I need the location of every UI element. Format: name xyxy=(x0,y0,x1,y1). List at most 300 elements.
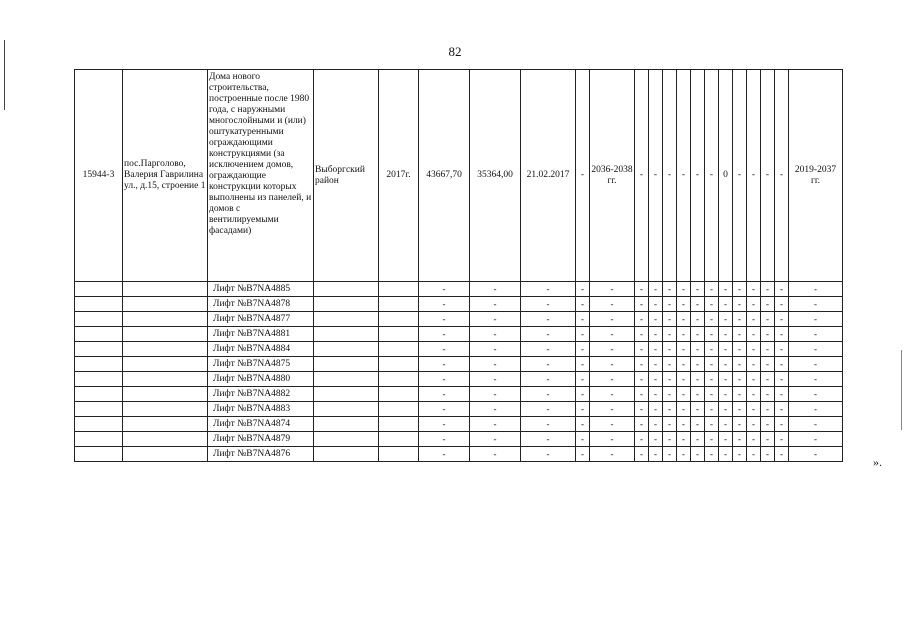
lift-dash-cell: - xyxy=(663,312,677,327)
lift-dash-cell: - xyxy=(576,357,590,372)
lift-dash-cell: - xyxy=(705,432,719,447)
lift-empty-cell xyxy=(123,417,208,432)
lift-dash-cell: - xyxy=(419,297,470,312)
lift-empty-cell xyxy=(75,297,123,312)
lift-dash-cell: - xyxy=(576,417,590,432)
lift-empty-cell xyxy=(123,402,208,417)
lift-empty-cell xyxy=(379,327,419,342)
lift-dash-cell: - xyxy=(775,417,789,432)
lift-dash-cell: - xyxy=(521,372,576,387)
lift-dash-cell: - xyxy=(419,327,470,342)
lift-row xyxy=(75,387,843,402)
lift-empty-cell xyxy=(123,357,208,372)
lift-dash-cell: - xyxy=(470,372,521,387)
lift-dash-cell: - xyxy=(590,327,635,342)
lift-dash-cell: - xyxy=(719,387,733,402)
lift-empty-cell xyxy=(75,417,123,432)
lift-dash-cell: - xyxy=(691,432,705,447)
lift-dash-cell: - xyxy=(719,417,733,432)
lift-row xyxy=(75,312,843,327)
scan-edge-mark-left xyxy=(4,40,5,110)
lift-dash-cell: - xyxy=(691,342,705,357)
lift-empty-cell xyxy=(314,357,379,372)
lift-row xyxy=(75,297,843,312)
lift-row xyxy=(75,342,843,357)
lift-dash-cell: - xyxy=(705,312,719,327)
lift-empty-cell xyxy=(379,282,419,297)
lift-dash-cell: - xyxy=(521,402,576,417)
lift-dash-cell: - xyxy=(789,312,843,327)
lift-dash-cell: - xyxy=(649,432,663,447)
lift-dash-cell: - xyxy=(649,387,663,402)
record-flag: - xyxy=(775,70,789,282)
lift-empty-cell xyxy=(75,357,123,372)
lift-dash-cell: - xyxy=(761,372,775,387)
lift-dash-cell: - xyxy=(649,402,663,417)
lift-dash-cell: - xyxy=(649,312,663,327)
lift-dash-cell: - xyxy=(419,342,470,357)
lift-dash-cell: - xyxy=(747,327,761,342)
record-year: 2017г. xyxy=(379,70,419,282)
lift-empty-cell xyxy=(314,417,379,432)
lift-dash-cell: - xyxy=(761,327,775,342)
lift-empty-cell xyxy=(75,327,123,342)
lift-dash-cell: - xyxy=(663,432,677,447)
lift-dash-cell: - xyxy=(691,357,705,372)
lift-dash-cell: - xyxy=(747,402,761,417)
lift-dash-cell: - xyxy=(677,417,691,432)
lift-dash-cell: - xyxy=(733,327,747,342)
lift-dash-cell: - xyxy=(747,312,761,327)
lift-dash-cell: - xyxy=(470,312,521,327)
lift-dash-cell: - xyxy=(761,312,775,327)
lift-row xyxy=(75,447,843,462)
lift-dash-cell: - xyxy=(733,282,747,297)
lift-name: Лифт №B7NA4877 xyxy=(208,312,314,327)
lift-empty-cell xyxy=(379,342,419,357)
lift-dash-cell: - xyxy=(576,387,590,402)
lift-name: Лифт №B7NA4881 xyxy=(208,327,314,342)
lift-row xyxy=(75,417,843,432)
lift-name: Лифт №B7NA4882 xyxy=(208,387,314,402)
lift-name: Лифт №B7NA4876 xyxy=(208,447,314,462)
lift-dash-cell: - xyxy=(419,282,470,297)
lift-dash-cell: - xyxy=(747,417,761,432)
lift-name: Лифт №B7NA4884 xyxy=(208,342,314,357)
record-flag: - xyxy=(663,70,677,282)
lift-dash-cell: - xyxy=(719,312,733,327)
lift-dash-cell: - xyxy=(691,282,705,297)
lift-empty-cell xyxy=(379,312,419,327)
lift-dash-cell: - xyxy=(576,327,590,342)
lift-dash-cell: - xyxy=(635,447,649,462)
lift-dash-cell: - xyxy=(635,342,649,357)
lift-dash-cell: - xyxy=(733,372,747,387)
lift-dash-cell: - xyxy=(677,372,691,387)
lift-dash-cell: - xyxy=(677,327,691,342)
lift-empty-cell xyxy=(123,387,208,402)
lift-dash-cell: - xyxy=(705,417,719,432)
record-flag: - xyxy=(761,70,775,282)
lift-empty-cell xyxy=(75,447,123,462)
lift-dash-cell: - xyxy=(649,297,663,312)
lift-empty-cell xyxy=(314,447,379,462)
lift-dash-cell: - xyxy=(649,417,663,432)
lift-empty-cell xyxy=(314,327,379,342)
lift-empty-cell xyxy=(123,282,208,297)
lift-dash-cell: - xyxy=(663,357,677,372)
lift-dash-cell: - xyxy=(677,447,691,462)
lift-dash-cell: - xyxy=(677,312,691,327)
lift-dash-cell: - xyxy=(775,432,789,447)
lift-dash-cell: - xyxy=(649,342,663,357)
scan-edge-mark-right xyxy=(901,350,902,430)
lift-dash-cell: - xyxy=(635,372,649,387)
lift-dash-cell: - xyxy=(775,282,789,297)
record-period-b: 2019-2037 гг. xyxy=(789,70,843,282)
record-flag: - xyxy=(691,70,705,282)
lift-dash-cell: - xyxy=(761,432,775,447)
lift-dash-cell: - xyxy=(789,387,843,402)
lift-dash-cell: - xyxy=(761,282,775,297)
lift-dash-cell: - xyxy=(635,432,649,447)
lift-dash-cell: - xyxy=(635,312,649,327)
lift-dash-cell: - xyxy=(705,372,719,387)
lift-dash-cell: - xyxy=(747,447,761,462)
lift-dash-cell: - xyxy=(470,297,521,312)
lift-row xyxy=(75,432,843,447)
closing-quote: ». xyxy=(873,455,882,469)
lift-name: Лифт №B7NA4874 xyxy=(208,417,314,432)
lift-dash-cell: - xyxy=(719,402,733,417)
lift-dash-cell: - xyxy=(590,357,635,372)
lift-dash-cell: - xyxy=(635,387,649,402)
lift-dash-cell: - xyxy=(663,387,677,402)
record-id: 15944-3 xyxy=(75,70,123,282)
lift-row xyxy=(75,372,843,387)
record-flag: 0 xyxy=(719,70,733,282)
lift-row xyxy=(75,327,843,342)
lift-dash-cell: - xyxy=(761,297,775,312)
lift-dash-cell: - xyxy=(590,402,635,417)
lift-dash-cell: - xyxy=(761,417,775,432)
lift-empty-cell xyxy=(314,432,379,447)
lift-empty-cell xyxy=(379,372,419,387)
lift-dash-cell: - xyxy=(419,402,470,417)
record-dash: - xyxy=(576,70,590,282)
lift-dash-cell: - xyxy=(719,372,733,387)
lift-dash-cell: - xyxy=(649,327,663,342)
lift-dash-cell: - xyxy=(663,342,677,357)
lift-empty-cell xyxy=(314,372,379,387)
lift-dash-cell: - xyxy=(635,402,649,417)
lift-dash-cell: - xyxy=(719,327,733,342)
lift-dash-cell: - xyxy=(789,297,843,312)
lift-dash-cell: - xyxy=(705,282,719,297)
lift-dash-cell: - xyxy=(705,297,719,312)
lift-dash-cell: - xyxy=(719,297,733,312)
lift-dash-cell: - xyxy=(521,387,576,402)
record-flag: - xyxy=(649,70,663,282)
lift-dash-cell: - xyxy=(733,297,747,312)
lift-dash-cell: - xyxy=(677,402,691,417)
lift-empty-cell xyxy=(314,387,379,402)
lift-dash-cell: - xyxy=(663,447,677,462)
lift-dash-cell: - xyxy=(691,387,705,402)
lift-dash-cell: - xyxy=(705,387,719,402)
lift-dash-cell: - xyxy=(733,447,747,462)
lift-dash-cell: - xyxy=(663,297,677,312)
lift-dash-cell: - xyxy=(635,327,649,342)
register-table-body xyxy=(75,70,843,462)
lift-dash-cell: - xyxy=(521,297,576,312)
lift-dash-cell: - xyxy=(733,312,747,327)
lift-dash-cell: - xyxy=(590,447,635,462)
register-table xyxy=(74,69,843,462)
lift-empty-cell xyxy=(75,282,123,297)
lift-empty-cell xyxy=(123,327,208,342)
lift-dash-cell: - xyxy=(789,357,843,372)
lift-dash-cell: - xyxy=(663,372,677,387)
lift-empty-cell xyxy=(379,297,419,312)
lift-dash-cell: - xyxy=(470,282,521,297)
lift-dash-cell: - xyxy=(521,447,576,462)
lift-row xyxy=(75,402,843,417)
lift-dash-cell: - xyxy=(677,297,691,312)
lift-dash-cell: - xyxy=(677,387,691,402)
lift-name: Лифт №B7NA4878 xyxy=(208,297,314,312)
lift-dash-cell: - xyxy=(733,342,747,357)
lift-dash-cell: - xyxy=(576,372,590,387)
lift-dash-cell: - xyxy=(775,372,789,387)
lift-dash-cell: - xyxy=(747,342,761,357)
lift-empty-cell xyxy=(379,402,419,417)
lift-dash-cell: - xyxy=(789,327,843,342)
lift-dash-cell: - xyxy=(521,282,576,297)
lift-dash-cell: - xyxy=(419,387,470,402)
record-row xyxy=(75,70,843,282)
lift-empty-cell xyxy=(123,312,208,327)
record-flag: - xyxy=(733,70,747,282)
lift-dash-cell: - xyxy=(789,342,843,357)
lift-dash-cell: - xyxy=(635,417,649,432)
lift-dash-cell: - xyxy=(719,282,733,297)
lift-dash-cell: - xyxy=(590,342,635,357)
lift-dash-cell: - xyxy=(419,417,470,432)
lift-dash-cell: - xyxy=(470,447,521,462)
lift-dash-cell: - xyxy=(775,342,789,357)
lift-dash-cell: - xyxy=(747,297,761,312)
lift-dash-cell: - xyxy=(677,357,691,372)
lift-dash-cell: - xyxy=(719,357,733,372)
lift-dash-cell: - xyxy=(719,342,733,357)
lift-dash-cell: - xyxy=(419,372,470,387)
lift-dash-cell: - xyxy=(705,447,719,462)
lift-empty-cell xyxy=(75,387,123,402)
lift-dash-cell: - xyxy=(719,447,733,462)
lift-dash-cell: - xyxy=(576,402,590,417)
lift-dash-cell: - xyxy=(590,432,635,447)
lift-dash-cell: - xyxy=(705,342,719,357)
lift-dash-cell: - xyxy=(521,342,576,357)
lift-dash-cell: - xyxy=(719,432,733,447)
lift-dash-cell: - xyxy=(470,417,521,432)
lift-dash-cell: - xyxy=(761,387,775,402)
record-flag: - xyxy=(747,70,761,282)
lift-dash-cell: - xyxy=(747,357,761,372)
lift-dash-cell: - xyxy=(789,432,843,447)
lift-dash-cell: - xyxy=(576,447,590,462)
record-flag: - xyxy=(705,70,719,282)
lift-dash-cell: - xyxy=(590,387,635,402)
lift-dash-cell: - xyxy=(576,432,590,447)
record-date: 21.02.2017 xyxy=(521,70,576,282)
lift-dash-cell: - xyxy=(521,357,576,372)
record-address: пос.Парголово, Валерия Гаврилина ул., д.15, строение 1 xyxy=(123,70,208,282)
lift-dash-cell: - xyxy=(576,342,590,357)
lift-dash-cell: - xyxy=(775,357,789,372)
lift-dash-cell: - xyxy=(649,357,663,372)
lift-dash-cell: - xyxy=(663,417,677,432)
lift-empty-cell xyxy=(314,402,379,417)
lift-dash-cell: - xyxy=(691,417,705,432)
lift-dash-cell: - xyxy=(419,447,470,462)
lift-empty-cell xyxy=(379,447,419,462)
lift-row xyxy=(75,282,843,297)
lift-dash-cell: - xyxy=(470,387,521,402)
lift-name: Лифт №B7NA4879 xyxy=(208,432,314,447)
lift-dash-cell: - xyxy=(789,447,843,462)
lift-dash-cell: - xyxy=(590,372,635,387)
lift-dash-cell: - xyxy=(747,387,761,402)
lift-dash-cell: - xyxy=(590,297,635,312)
lift-empty-cell xyxy=(379,417,419,432)
lift-dash-cell: - xyxy=(663,327,677,342)
lift-dash-cell: - xyxy=(677,432,691,447)
lift-dash-cell: - xyxy=(419,432,470,447)
lift-dash-cell: - xyxy=(576,282,590,297)
lift-dash-cell: - xyxy=(419,312,470,327)
lift-dash-cell: - xyxy=(470,402,521,417)
lift-empty-cell xyxy=(379,432,419,447)
lift-dash-cell: - xyxy=(663,402,677,417)
lift-dash-cell: - xyxy=(733,402,747,417)
lift-dash-cell: - xyxy=(649,282,663,297)
lift-empty-cell xyxy=(314,312,379,327)
record-district: Выборгский район xyxy=(314,70,379,282)
lift-dash-cell: - xyxy=(733,387,747,402)
lift-name: Лифт №B7NA4885 xyxy=(208,282,314,297)
lift-dash-cell: - xyxy=(761,447,775,462)
lift-dash-cell: - xyxy=(677,342,691,357)
lift-dash-cell: - xyxy=(775,312,789,327)
lift-empty-cell xyxy=(75,342,123,357)
record-building-type: Дома нового строительства, построенные после 1980 года, с наружными многослойными и (или) оштукатуренными ограждающими конструкциями (за исключением домов, ограждающие конструкции которых выполнены из панелей, и домов с вентилируемыми фасадами) xyxy=(208,70,314,282)
lift-dash-cell: - xyxy=(775,387,789,402)
lift-dash-cell: - xyxy=(789,282,843,297)
lift-empty-cell xyxy=(314,297,379,312)
lift-dash-cell: - xyxy=(691,447,705,462)
lift-dash-cell: - xyxy=(775,447,789,462)
lift-dash-cell: - xyxy=(521,432,576,447)
lift-dash-cell: - xyxy=(470,432,521,447)
record-area-total: 43667,70 xyxy=(419,70,470,282)
lift-empty-cell xyxy=(314,342,379,357)
lift-empty-cell xyxy=(379,387,419,402)
lift-empty-cell xyxy=(75,372,123,387)
lift-dash-cell: - xyxy=(789,402,843,417)
lift-dash-cell: - xyxy=(761,402,775,417)
lift-dash-cell: - xyxy=(521,327,576,342)
lift-empty-cell xyxy=(314,282,379,297)
lift-dash-cell: - xyxy=(705,402,719,417)
lift-dash-cell: - xyxy=(789,417,843,432)
lift-dash-cell: - xyxy=(747,282,761,297)
lift-dash-cell: - xyxy=(691,402,705,417)
lift-empty-cell xyxy=(123,447,208,462)
lift-name: Лифт №B7NA4875 xyxy=(208,357,314,372)
lift-empty-cell xyxy=(123,372,208,387)
lift-dash-cell: - xyxy=(470,357,521,372)
lift-dash-cell: - xyxy=(691,312,705,327)
lift-name: Лифт №B7NA4880 xyxy=(208,372,314,387)
lift-empty-cell xyxy=(123,342,208,357)
lift-dash-cell: - xyxy=(691,327,705,342)
lift-dash-cell: - xyxy=(576,297,590,312)
lift-dash-cell: - xyxy=(635,282,649,297)
lift-dash-cell: - xyxy=(733,432,747,447)
lift-dash-cell: - xyxy=(747,372,761,387)
lift-dash-cell: - xyxy=(775,402,789,417)
record-period-a: 2036-2038 гг. xyxy=(590,70,635,282)
lift-dash-cell: - xyxy=(747,432,761,447)
lift-dash-cell: - xyxy=(590,417,635,432)
lift-dash-cell: - xyxy=(470,327,521,342)
lift-dash-cell: - xyxy=(691,297,705,312)
lift-dash-cell: - xyxy=(761,357,775,372)
lift-name: Лифт №B7NA4883 xyxy=(208,402,314,417)
lift-dash-cell: - xyxy=(789,372,843,387)
lift-dash-cell: - xyxy=(590,312,635,327)
lift-dash-cell: - xyxy=(775,327,789,342)
lift-empty-cell xyxy=(75,432,123,447)
lift-dash-cell: - xyxy=(576,312,590,327)
lift-row xyxy=(75,357,843,372)
lift-dash-cell: - xyxy=(649,447,663,462)
record-area-living: 35364,00 xyxy=(470,70,521,282)
record-flag: - xyxy=(635,70,649,282)
lift-dash-cell: - xyxy=(775,297,789,312)
lift-dash-cell: - xyxy=(419,357,470,372)
lift-dash-cell: - xyxy=(691,372,705,387)
lift-dash-cell: - xyxy=(521,417,576,432)
lift-dash-cell: - xyxy=(521,312,576,327)
lift-dash-cell: - xyxy=(705,327,719,342)
lift-dash-cell: - xyxy=(470,342,521,357)
lift-empty-cell xyxy=(123,297,208,312)
record-flag: - xyxy=(677,70,691,282)
lift-dash-cell: - xyxy=(663,282,677,297)
lift-dash-cell: - xyxy=(733,357,747,372)
lift-dash-cell: - xyxy=(677,282,691,297)
lift-empty-cell xyxy=(123,432,208,447)
lift-dash-cell: - xyxy=(761,342,775,357)
lift-dash-cell: - xyxy=(733,417,747,432)
lift-empty-cell xyxy=(75,402,123,417)
lift-empty-cell xyxy=(75,312,123,327)
lift-dash-cell: - xyxy=(590,282,635,297)
lift-dash-cell: - xyxy=(705,357,719,372)
